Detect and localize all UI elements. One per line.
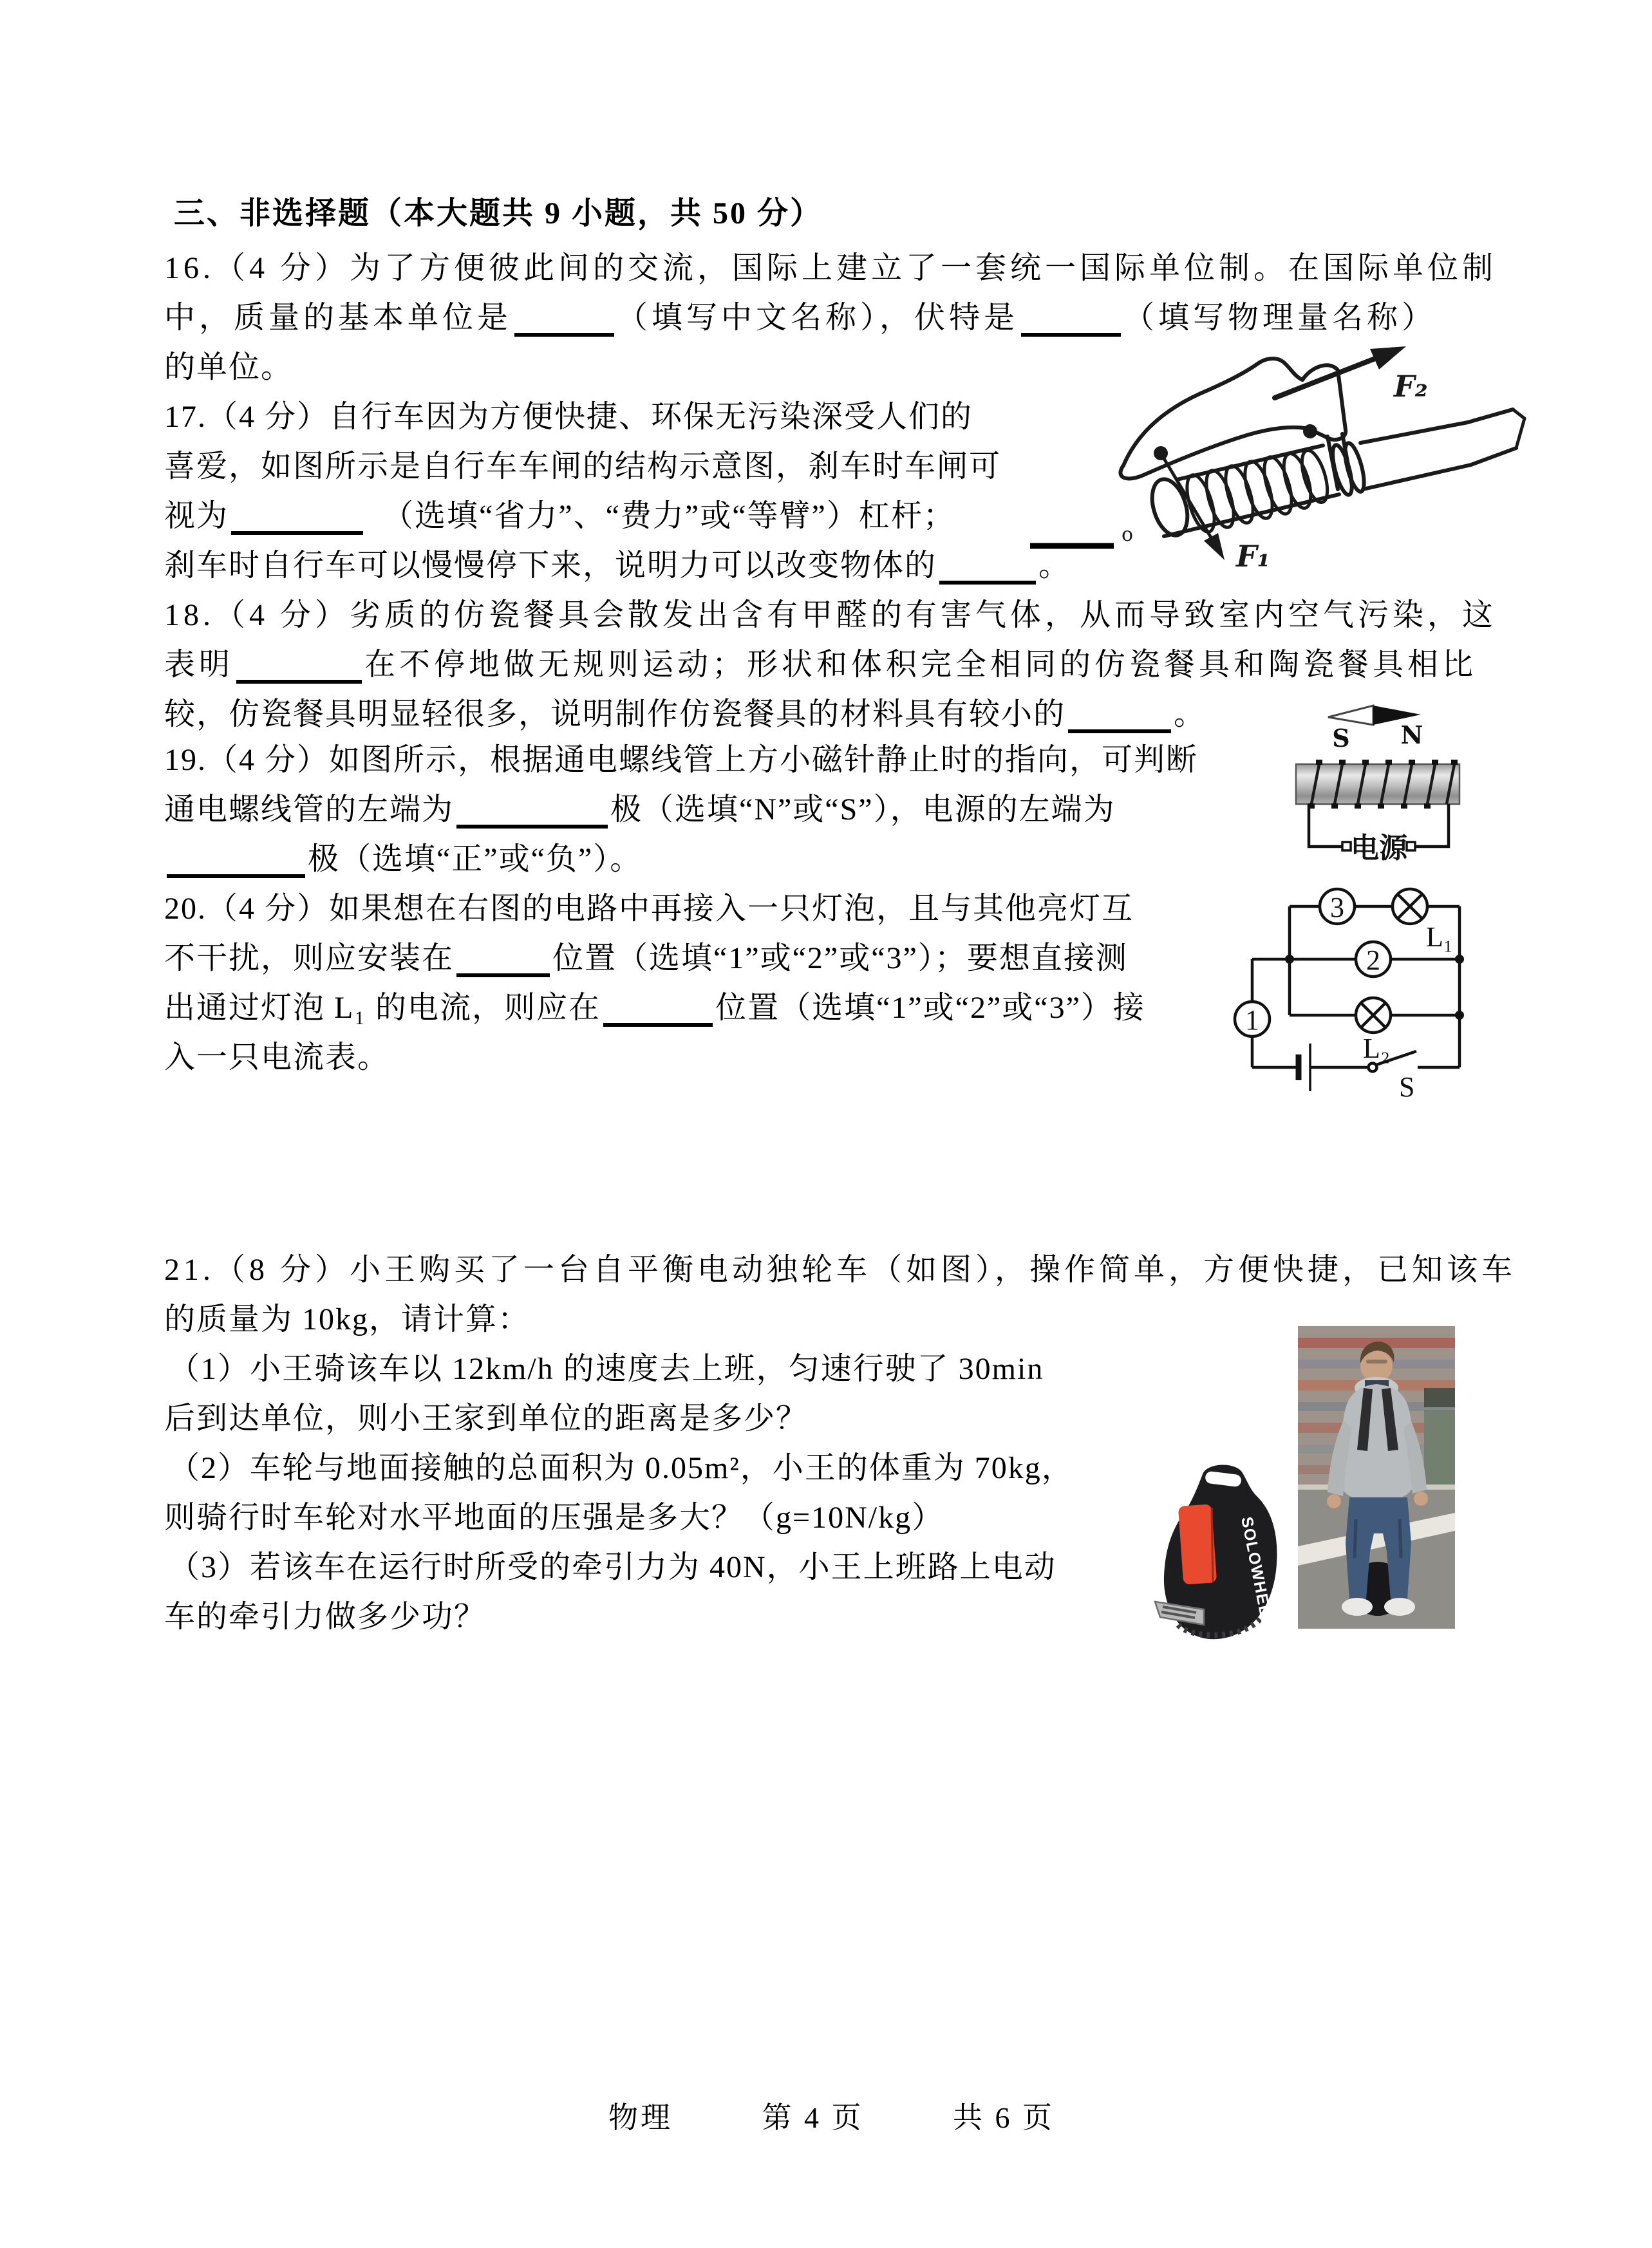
pivot-dot [1303, 424, 1317, 438]
answer-blank [167, 843, 305, 878]
q18-l2-text-b: 在不停地做无规则运动；形状和体积完全相同的仿瓷餐具和陶瓷餐具相比 [364, 648, 1478, 682]
bar-top-line [1360, 409, 1513, 443]
brake-lever-figure [1017, 321, 1545, 591]
q17-l1-text: 17.（4 分）自行车因为方便快捷、环保无污染深受人们的 [164, 400, 973, 434]
q21-l7-text: （3）若该车在运行时所受的牵引力为 40N，小王上班路上电动 [169, 1550, 1056, 1584]
q21-line6 [164, 1499, 944, 1537]
q17-line4 [164, 547, 1071, 585]
circuit-figure [1220, 859, 1478, 1117]
q20-l3-text-b: 位置（选填“1”或“2”或“3”）接 [715, 991, 1145, 1025]
rider-hand-left [1327, 1494, 1341, 1508]
q18-l3-text-a: 较，仿瓷餐具明显轻很多，说明制作仿瓷餐具的材料具有较小的 [164, 697, 1066, 731]
compass-s-label: S [1332, 724, 1350, 753]
needle-south-half [1328, 706, 1373, 725]
f2-arrow-shaft [1275, 356, 1382, 398]
lever-top-edge [1123, 359, 1302, 465]
f2-arrow-head [1370, 346, 1406, 370]
q17-l3-text-a: 视为 [164, 499, 229, 533]
q21-line1 [164, 1251, 1516, 1289]
q21-l8-text: 车的牵引力做多少功？ [164, 1600, 487, 1634]
lamp-L1-symbol [1393, 889, 1427, 924]
o-mark: o [1122, 523, 1134, 546]
section-title-text: 三、非选择题（本大题共 9 小题，共 50 分） [174, 196, 823, 230]
q20-l2-text-a: 不干扰，则应安装在 [164, 941, 455, 975]
q19-l2-text-b: 极（选填“N”或“S”），电源的左端为 [610, 792, 1116, 827]
q20-l1-text: 20.（4 分）如果想在右图的电路中再接入一只灯泡，且与其他亮灯互 [164, 892, 1134, 926]
answer-blank [231, 500, 363, 535]
q18-l2-text-a: 表明 [164, 648, 234, 682]
footer-subject: 物理 [608, 2101, 673, 2134]
q16-l2-text-c: （填写物理量名称） [1123, 301, 1437, 335]
answer-blank [603, 992, 713, 1027]
q18-line1 [164, 597, 1497, 634]
q20-line4 [164, 1039, 390, 1076]
answer-blank [456, 794, 608, 829]
q21-line8 [164, 1598, 486, 1636]
pad-edge-shadow [1212, 1508, 1213, 1582]
junction-dot [1455, 955, 1464, 964]
lamp-L1-label: L₁ [1426, 921, 1454, 953]
q21-l4-text: 后到达单位，则小王家到单位的距离是多少？ [164, 1401, 809, 1436]
q21-line5 [169, 1450, 1074, 1487]
f2-label: F₂ [1394, 369, 1428, 404]
q21-line7 [169, 1549, 1056, 1586]
f1-label: F₁ [1236, 539, 1270, 574]
q18-l1-text: 18.（4 分）劣质的仿瓷餐具会散发出含有甲醛的有害气体，从而导致室内空气污染，这 [164, 598, 1497, 632]
answer-blank [514, 302, 614, 337]
solenoid-diagram [1252, 682, 1516, 876]
bar-end [1513, 409, 1525, 448]
q17-l4-text-a: 刹车时自行车可以慢慢停下来，说明力可以改变物体的 [164, 548, 937, 583]
q20-line1 [164, 890, 1134, 928]
lamp-L2-symbol [1356, 998, 1391, 1033]
bar-bottom-line [1363, 448, 1516, 489]
q17-l2-text: 喜爱，如图所示是自行车车闸的结构示意图，刹车时车闸可 [164, 449, 1002, 483]
rider-shoe-right [1384, 1598, 1415, 1616]
q21-l6-text: 则骑行时车轮对水平地面的压强是多大？（g=10N/kg） [164, 1501, 944, 1535]
power-source-label: 电源 [1351, 832, 1407, 865]
position-2-number: 2 [1366, 944, 1380, 976]
q16-l1-text: 16.（4 分）为了方便彼此间的交流，国际上建立了一套统一国际单位制。在国际单位制 [164, 251, 1497, 285]
q16-line3 [164, 349, 293, 386]
q19-line3 [164, 841, 642, 878]
lamp-L2-label: L₂ [1363, 1033, 1391, 1064]
q19-line1 [164, 742, 1198, 779]
unicycle-brand-text: SOLOWHEEL [1237, 1515, 1277, 1629]
q21-l2-text: 的质量为 10kg，请计算： [164, 1302, 530, 1336]
q16-line1 [164, 250, 1497, 287]
power-terminal-left [1342, 842, 1351, 850]
answer-blank [456, 942, 550, 977]
solenoid-figure [1252, 682, 1516, 876]
rider-hand-right [1414, 1492, 1428, 1506]
q16-l3-text: 的单位。 [164, 350, 294, 384]
rider-shoe-left [1342, 1598, 1373, 1616]
q20-line2 [164, 940, 1128, 977]
position-3-number: 3 [1330, 892, 1344, 923]
q21-l1-text: 21.（8 分）小王购买了一台自平衡电动独轮车（如图），操作简单，方便快捷，已知该车 [164, 1253, 1517, 1287]
q20-line3 [164, 989, 1145, 1027]
position-1-number: 1 [1245, 1004, 1259, 1036]
answer-blank [1068, 698, 1171, 733]
q19-line2 [164, 791, 1116, 829]
footer-page-number: 第 4 页 [762, 2101, 864, 2134]
power-terminal-right [1407, 842, 1415, 850]
q18-line2 [164, 646, 1477, 684]
q21-line4 [164, 1400, 808, 1438]
q21-line2 [164, 1301, 530, 1338]
q20-l3-text-a: 出通过灯泡 L₁ 的电流，则应在 [164, 991, 601, 1025]
q17-line1 [164, 398, 973, 436]
q16-l2-text-a: 中，质量的基本单位是 [164, 301, 512, 335]
q18-line3 [164, 696, 1206, 733]
page-footer [608, 2094, 1055, 2137]
f1-arrow-head [1204, 533, 1225, 560]
q19-l1-text: 19.（4 分）如图所示，根据通电螺线管上方小磁针静止时的指向，可判断 [164, 743, 1199, 777]
q17-line3 [164, 498, 955, 535]
q20-l2-text-b: 位置（选填“1”或“2”或“3”）；要想直接测 [552, 941, 1128, 975]
q17-line2 [164, 448, 1001, 485]
q19-l3-text-b: 极（选填“正”或“负”）。 [308, 842, 643, 876]
junction-dot [1285, 955, 1294, 964]
q19-l2-text-a: 通电螺线管的左端为 [164, 792, 455, 827]
junction-dot [1455, 1011, 1464, 1020]
circuit-diagram [1220, 859, 1478, 1117]
q17-l4-text-b: 。 [1038, 548, 1071, 583]
rider-photo [1298, 1326, 1455, 1629]
q21-line3 [169, 1351, 1044, 1388]
q20-l4-text: 入一只电流表。 [164, 1040, 390, 1074]
q16-l2-text-b: （填写中文名称），伏特是 [617, 301, 1019, 335]
section-title [174, 195, 823, 232]
compass-n-label: N [1400, 720, 1423, 749]
switch-label: S [1399, 1071, 1415, 1103]
brake-lever-sketch [1017, 321, 1545, 591]
unicycle-product-image [1145, 1456, 1296, 1653]
answer-blank [236, 649, 362, 684]
q21-l5-text: （2）车轮与地面接触的总面积为 0.05m²，小王的体重为 70kg， [169, 1451, 1074, 1485]
switch-contact [1369, 1063, 1377, 1072]
q17-l3-text-b: （选填“省力”、“费力”或“等臂”）杠杆； [382, 499, 955, 533]
rider-glasses [1366, 1360, 1387, 1363]
hoodie-torso [1340, 1384, 1414, 1501]
unicycle-illustration [1145, 1456, 1296, 1653]
q18-l3-text-b: 。 [1174, 697, 1206, 731]
q21-l3-text: （1）小王骑该车以 12km/h 的速度去上班，匀速行驶了 30min [169, 1352, 1044, 1386]
footer-page-total: 共 6 页 [953, 2101, 1055, 2134]
rider-photo-illustration [1298, 1326, 1455, 1629]
